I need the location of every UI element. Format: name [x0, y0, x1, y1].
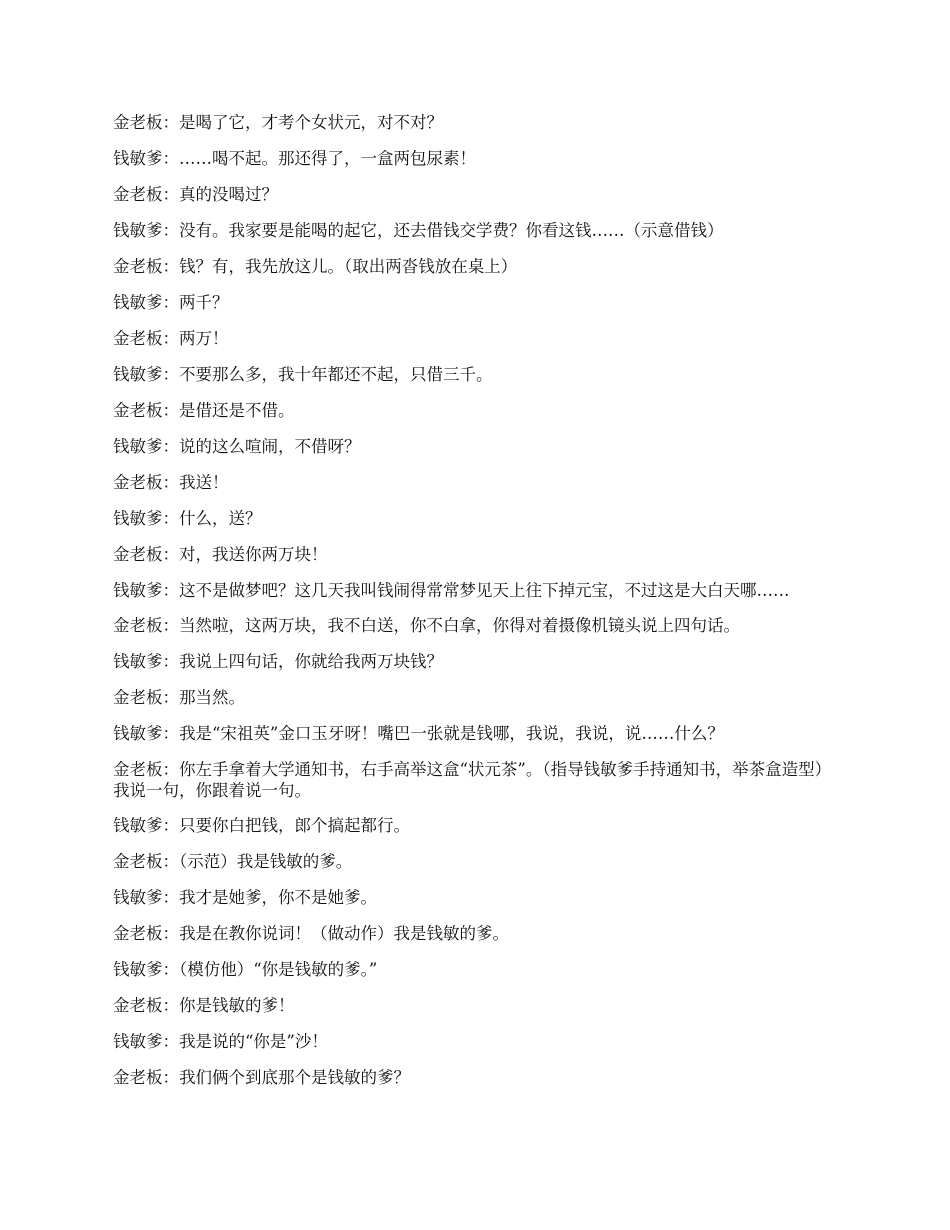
dialogue-line: 金老板：我们俩个到底那个是钱敏的爹？ [113, 1068, 410, 1087]
dialogue-line: 钱敏爹：我是“宋祖英”金口玉牙呀！嘴巴一张就是钱哪，我说，我说，说……什么？ [113, 724, 724, 743]
dialogue-line: 金老板：真的没喝过？ [113, 185, 278, 204]
dialogue-line: 钱敏爹：……喝不起。那还得了，一盒两包尿素！ [113, 149, 476, 168]
dialogue-line: 金老板：对，我送你两万块！ [113, 545, 328, 564]
dialogue-line: 金老板：我送！ [113, 473, 229, 492]
dialogue-line: 钱敏爹：（模仿他）“你是钱敏的爹。” [113, 960, 378, 979]
dialogue-line: 金老板：（示范）我是钱敏的爹。 [113, 852, 353, 871]
dialogue-line: 钱敏爹：不要那么多，我十年都还不起，只借三千。 [113, 365, 493, 384]
dialogue-line: 钱敏爹：这不是做梦吧？这几天我叫钱闹得常常梦见天上往下掉元宝，不过这是大白天哪…… [113, 581, 790, 600]
dialogue-line: 钱敏爹：两千？ [113, 293, 229, 312]
dialogue-script [113, 112, 839, 1103]
dialogue-line: 钱敏爹：只要你白把钱，郎个搞起都行。 [113, 816, 410, 835]
dialogue-line: 金老板：当然啦，这两万块，我不白送，你不白拿，你得对着摄像机镜头说上四句话。 [113, 616, 740, 635]
dialogue-line: 钱敏爹：说的这么喧闹，不借呀？ [113, 437, 361, 456]
dialogue-line: 金老板：那当然。 [113, 688, 245, 707]
dialogue-line: 金老板：是喝了它，才考个女状元，对不对？ [113, 113, 443, 132]
dialogue-line: 钱敏爹：我才是她爹，你不是她爹。 [113, 888, 377, 907]
dialogue-line: 金老板：我是在教你说词！（做动作）我是钱敏的爹。 [113, 924, 509, 943]
dialogue-line: 金老板：是借还是不借。 [113, 401, 295, 420]
dialogue-line: 钱敏爹：我说上四句话，你就给我两万块钱？ [113, 652, 443, 671]
dialogue-line: 金老板：你是钱敏的爹！ [113, 996, 295, 1015]
dialogue-line: 金老板：你左手拿着大学通知书，右手高举这盒“状元茶”。（指导钱敏爹手持通知书，举茶盒造型）我说一句，你跟着说一句。 [113, 760, 832, 800]
dialogue-line: 金老板：钱？有，我先放这儿。（取出两沓钱放在桌上） [113, 257, 518, 276]
dialogue-line: 钱敏爹：没有。我家要是能喝的起它，还去借钱交学费？你看这钱……（示意借钱） [113, 221, 724, 240]
dialogue-line: 钱敏爹：什么，送？ [113, 509, 262, 528]
dialogue-line: 钱敏爹：我是说的“你是”沙！ [113, 1032, 328, 1051]
dialogue-line: 金老板：两万！ [113, 329, 229, 348]
